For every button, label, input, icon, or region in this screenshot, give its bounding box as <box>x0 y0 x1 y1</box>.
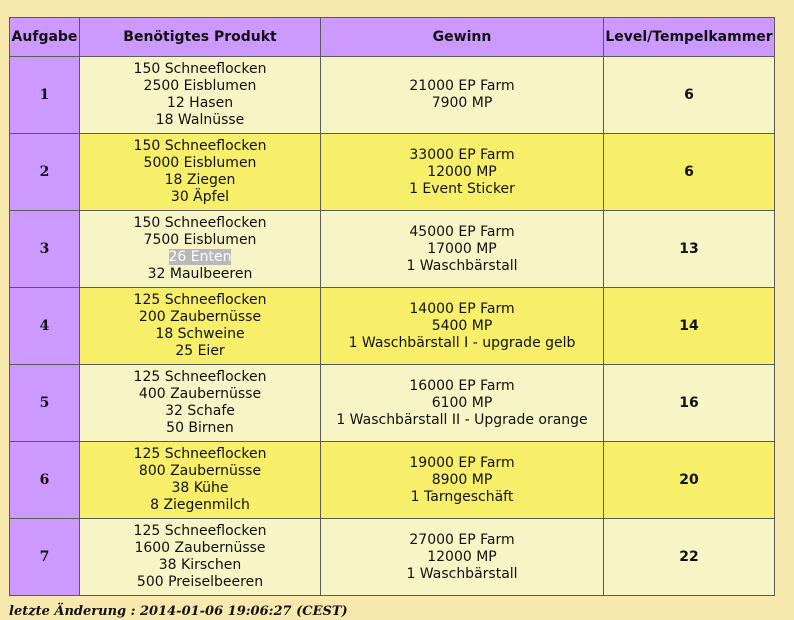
product-item <box>80 292 320 309</box>
rewards-cell <box>321 134 604 211</box>
product-item <box>80 540 320 557</box>
level-cell: 6 <box>604 57 775 134</box>
table-row <box>10 519 775 596</box>
product-item <box>80 343 320 360</box>
product-text: 125 Schneeflocken <box>133 446 267 462</box>
task-number: 3 <box>10 211 80 288</box>
product-text: 38 Kühe <box>171 480 229 496</box>
column-header-level: Level/Tempelkammer <box>604 18 775 57</box>
reward-item: 7900 MP <box>431 95 493 111</box>
task-number: 1 <box>10 57 80 134</box>
required-products-cell <box>80 211 321 288</box>
product-text: 25 Eier <box>175 343 225 359</box>
product-text: 18 Walnüsse <box>155 112 245 128</box>
product-item <box>80 386 320 403</box>
product-text: 2500 Eisblumen <box>143 78 257 94</box>
table-row <box>10 134 775 211</box>
last-modified-text: letzte Änderung : 2014-01-06 19:06:27 (CEST) <box>9 604 348 619</box>
product-text: 800 Zaubernüsse <box>138 463 262 479</box>
level-cell: 22 <box>604 519 775 596</box>
product-item <box>80 557 320 574</box>
table-row <box>10 442 775 519</box>
product-text: 18 Ziegen <box>164 172 236 188</box>
product-item <box>80 463 320 480</box>
table-row <box>10 365 775 442</box>
product-text: 200 Zaubernüsse <box>138 309 262 325</box>
product-item <box>80 420 320 437</box>
product-item <box>80 446 320 463</box>
product-item <box>80 309 320 326</box>
product-text: 150 Schneeflocken <box>133 61 267 77</box>
required-products-cell <box>80 288 321 365</box>
product-item <box>80 266 320 283</box>
product-text: 5000 Eisblumen <box>143 155 257 171</box>
reward-item: 17000 MP <box>427 240 497 257</box>
product-item <box>80 249 320 266</box>
reward-item: 45000 EP Farm <box>409 223 515 240</box>
product-item <box>80 95 320 112</box>
product-item <box>80 112 320 129</box>
table-row <box>10 57 775 134</box>
task-number: 4 <box>10 288 80 365</box>
level-cell: 6 <box>604 134 775 211</box>
rewards-cell <box>321 365 604 442</box>
required-products-cell <box>80 134 321 211</box>
reward-item: 19000 EP Farm <box>409 454 515 471</box>
reward-item: 21000 EP Farm <box>409 78 515 94</box>
rewards-cell <box>321 519 604 596</box>
required-products-cell <box>80 442 321 519</box>
level-cell: 16 <box>604 365 775 442</box>
reward-item: 1 Waschbärstall <box>406 565 518 582</box>
product-item <box>80 215 320 232</box>
reward-item: 16000 EP Farm <box>409 377 515 394</box>
product-text: 32 Schafe <box>165 403 235 419</box>
task-number: 6 <box>10 442 80 519</box>
product-text: 50 Birnen <box>166 420 234 436</box>
product-text: 500 Preiselbeeren <box>136 574 264 590</box>
rewards-cell <box>321 288 604 365</box>
product-item <box>80 155 320 172</box>
rewards-cell <box>321 211 604 288</box>
product-item <box>80 138 320 155</box>
product-text: 38 Kirschen <box>158 557 242 573</box>
product-text: 1600 Zaubernüsse <box>134 540 266 556</box>
task-number: 7 <box>10 519 80 596</box>
product-item <box>80 61 320 78</box>
reward-item: 8900 MP <box>431 471 493 488</box>
level-cell: 13 <box>604 211 775 288</box>
product-item <box>80 232 320 249</box>
level-cell: 14 <box>604 288 775 365</box>
product-item <box>80 480 320 497</box>
product-item <box>80 497 320 514</box>
product-text: 30 Äpfel <box>170 189 230 205</box>
product-text: 18 Schweine <box>155 326 245 342</box>
required-products-cell <box>80 365 321 442</box>
reward-item: 1 Waschbärstall <box>406 257 518 274</box>
reward-item: 5400 MP <box>431 317 493 334</box>
product-item <box>80 574 320 591</box>
table-header-row <box>10 18 775 57</box>
product-text: 125 Schneeflocken <box>133 292 267 308</box>
required-products-cell <box>80 519 321 596</box>
task-number: 2 <box>10 134 80 211</box>
table-row <box>10 288 775 365</box>
product-item <box>80 369 320 386</box>
reward-item: 1 Waschbärstall I - upgrade gelb <box>348 334 576 351</box>
product-text: 150 Schneeflocken <box>133 215 267 231</box>
product-text: 8 Ziegenmilch <box>150 497 250 513</box>
reward-item: 14000 EP Farm <box>409 300 515 317</box>
product-text: 400 Zaubernüsse <box>138 386 262 402</box>
reward-item: 1 Waschbärstall II - Upgrade orange <box>336 411 588 428</box>
reward-item: 12000 MP <box>427 548 497 565</box>
product-text: 32 Maulbeeren <box>147 266 253 282</box>
required-products-cell <box>80 57 321 134</box>
reward-item: 1 Tarngeschäft <box>410 488 514 505</box>
product-text: 125 Schneeflocken <box>133 523 267 539</box>
rewards-cell <box>321 442 604 519</box>
product-item <box>80 172 320 189</box>
table-row <box>10 211 775 288</box>
quest-table <box>9 17 775 596</box>
reward-item: 33000 EP Farm <box>409 146 515 163</box>
product-item <box>80 189 320 206</box>
task-number: 5 <box>10 365 80 442</box>
product-item <box>80 403 320 420</box>
product-text: 150 Schneeflocken <box>133 138 267 154</box>
product-text: 7500 Eisblumen <box>143 232 257 248</box>
reward-item: 1 Event Sticker <box>409 180 515 197</box>
product-text: 125 Schneeflocken <box>133 369 267 385</box>
product-item <box>80 523 320 540</box>
product-text: 12 Hasen <box>166 95 234 111</box>
column-header-aufgabe: Aufgabe <box>10 18 80 57</box>
reward-item: 6100 MP <box>431 394 493 411</box>
reward-item: 12000 MP <box>427 163 497 180</box>
column-header-gewinn: Gewinn <box>321 18 604 57</box>
product-item <box>80 326 320 343</box>
level-cell: 20 <box>604 442 775 519</box>
rewards-cell <box>321 57 604 134</box>
product-text: 26 Enten <box>168 249 232 265</box>
reward-item: 27000 EP Farm <box>409 531 515 548</box>
product-item <box>80 78 320 95</box>
column-header-produkt: Benötigtes Produkt <box>80 18 321 57</box>
